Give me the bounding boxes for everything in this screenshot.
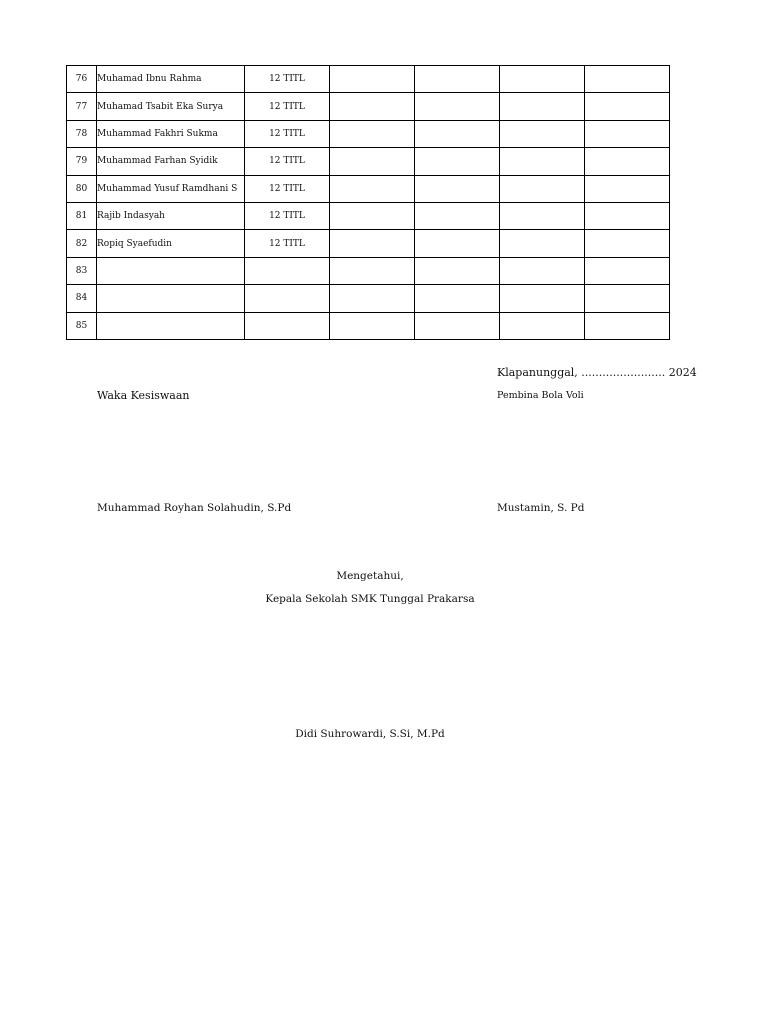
empty-cell — [500, 202, 585, 229]
empty-cell — [500, 175, 585, 202]
empty-cell — [330, 93, 415, 120]
student-class — [245, 285, 330, 312]
row-number: 82 — [67, 230, 97, 257]
table-row — [67, 148, 670, 175]
principal-title: Kepala Sekolah SMK Tunggal Prakarsa — [265, 593, 475, 605]
empty-cell — [585, 257, 670, 284]
student-class: 12 TITL — [245, 202, 330, 229]
row-number: 84 — [67, 285, 97, 312]
empty-cell — [500, 66, 585, 93]
empty-cell — [415, 285, 500, 312]
row-number: 79 — [67, 148, 97, 175]
student-name: Ropiq Syaefudin — [97, 230, 245, 257]
empty-cell — [585, 285, 670, 312]
student-class: 12 TITL — [245, 120, 330, 147]
student-name: Muhammad Farhan Syidik — [97, 148, 245, 175]
table-row — [67, 312, 670, 339]
empty-cell — [585, 93, 670, 120]
empty-cell — [330, 120, 415, 147]
empty-cell — [330, 148, 415, 175]
empty-cell — [415, 230, 500, 257]
student-class — [245, 257, 330, 284]
attendance-table-body — [67, 66, 670, 340]
empty-cell — [415, 66, 500, 93]
empty-cell — [415, 312, 500, 339]
place-date: Klapanunggal, ........................ 2024 — [497, 366, 697, 379]
student-class: 12 TITL — [245, 93, 330, 120]
table-row — [67, 257, 670, 284]
attendance-table — [66, 65, 670, 340]
student-name — [97, 285, 245, 312]
empty-cell — [415, 93, 500, 120]
row-number: 76 — [67, 66, 97, 93]
empty-cell — [330, 175, 415, 202]
empty-cell — [500, 120, 585, 147]
empty-cell — [330, 66, 415, 93]
left-signatory-title: Waka Kesiswaan — [97, 389, 190, 402]
empty-cell — [415, 257, 500, 284]
empty-cell — [500, 257, 585, 284]
empty-cell — [500, 230, 585, 257]
empty-cell — [415, 148, 500, 175]
empty-cell — [500, 148, 585, 175]
acknowledge-label: Mengetahui, — [336, 570, 404, 582]
student-class: 12 TITL — [245, 66, 330, 93]
row-number: 85 — [67, 312, 97, 339]
student-class: 12 TITL — [245, 230, 330, 257]
student-name: Muhammad Fakhri Sukma — [97, 120, 245, 147]
right-signatory-name: Mustamin, S. Pd — [497, 502, 585, 514]
table-row — [67, 285, 670, 312]
principal-name: Didi Suhrowardi, S.Si, M.Pd — [295, 728, 445, 740]
empty-cell — [585, 175, 670, 202]
student-name: Muhamad Ibnu Rahma — [97, 66, 245, 93]
row-number: 78 — [67, 120, 97, 147]
empty-cell — [585, 66, 670, 93]
row-number: 77 — [67, 93, 97, 120]
table-row — [67, 230, 670, 257]
empty-cell — [330, 230, 415, 257]
empty-cell — [585, 148, 670, 175]
empty-cell — [500, 93, 585, 120]
empty-cell — [415, 120, 500, 147]
table-row — [67, 202, 670, 229]
table-row — [67, 66, 670, 93]
left-signatory-name: Muhammad Royhan Solahudin, S.Pd — [97, 502, 292, 514]
empty-cell — [415, 202, 500, 229]
student-name — [97, 257, 245, 284]
row-number: 80 — [67, 175, 97, 202]
empty-cell — [500, 285, 585, 312]
empty-cell — [585, 202, 670, 229]
student-class: 12 TITL — [245, 148, 330, 175]
row-number: 83 — [67, 257, 97, 284]
student-name — [97, 312, 245, 339]
empty-cell — [585, 312, 670, 339]
right-signatory-title: Pembina Bola Voli — [497, 390, 584, 401]
student-name: Muhammad Yusuf Ramdhani S — [97, 175, 245, 202]
student-name: Rajib Indasyah — [97, 202, 245, 229]
empty-cell — [415, 175, 500, 202]
student-name: Muhamad Tsabit Eka Surya — [97, 93, 245, 120]
empty-cell — [585, 120, 670, 147]
empty-cell — [585, 230, 670, 257]
row-number: 81 — [67, 202, 97, 229]
empty-cell — [330, 312, 415, 339]
table-row — [67, 120, 670, 147]
empty-cell — [330, 202, 415, 229]
empty-cell — [500, 312, 585, 339]
student-class — [245, 312, 330, 339]
table-row — [67, 93, 670, 120]
student-class: 12 TITL — [245, 175, 330, 202]
empty-cell — [330, 257, 415, 284]
empty-cell — [330, 285, 415, 312]
table-row — [67, 175, 670, 202]
